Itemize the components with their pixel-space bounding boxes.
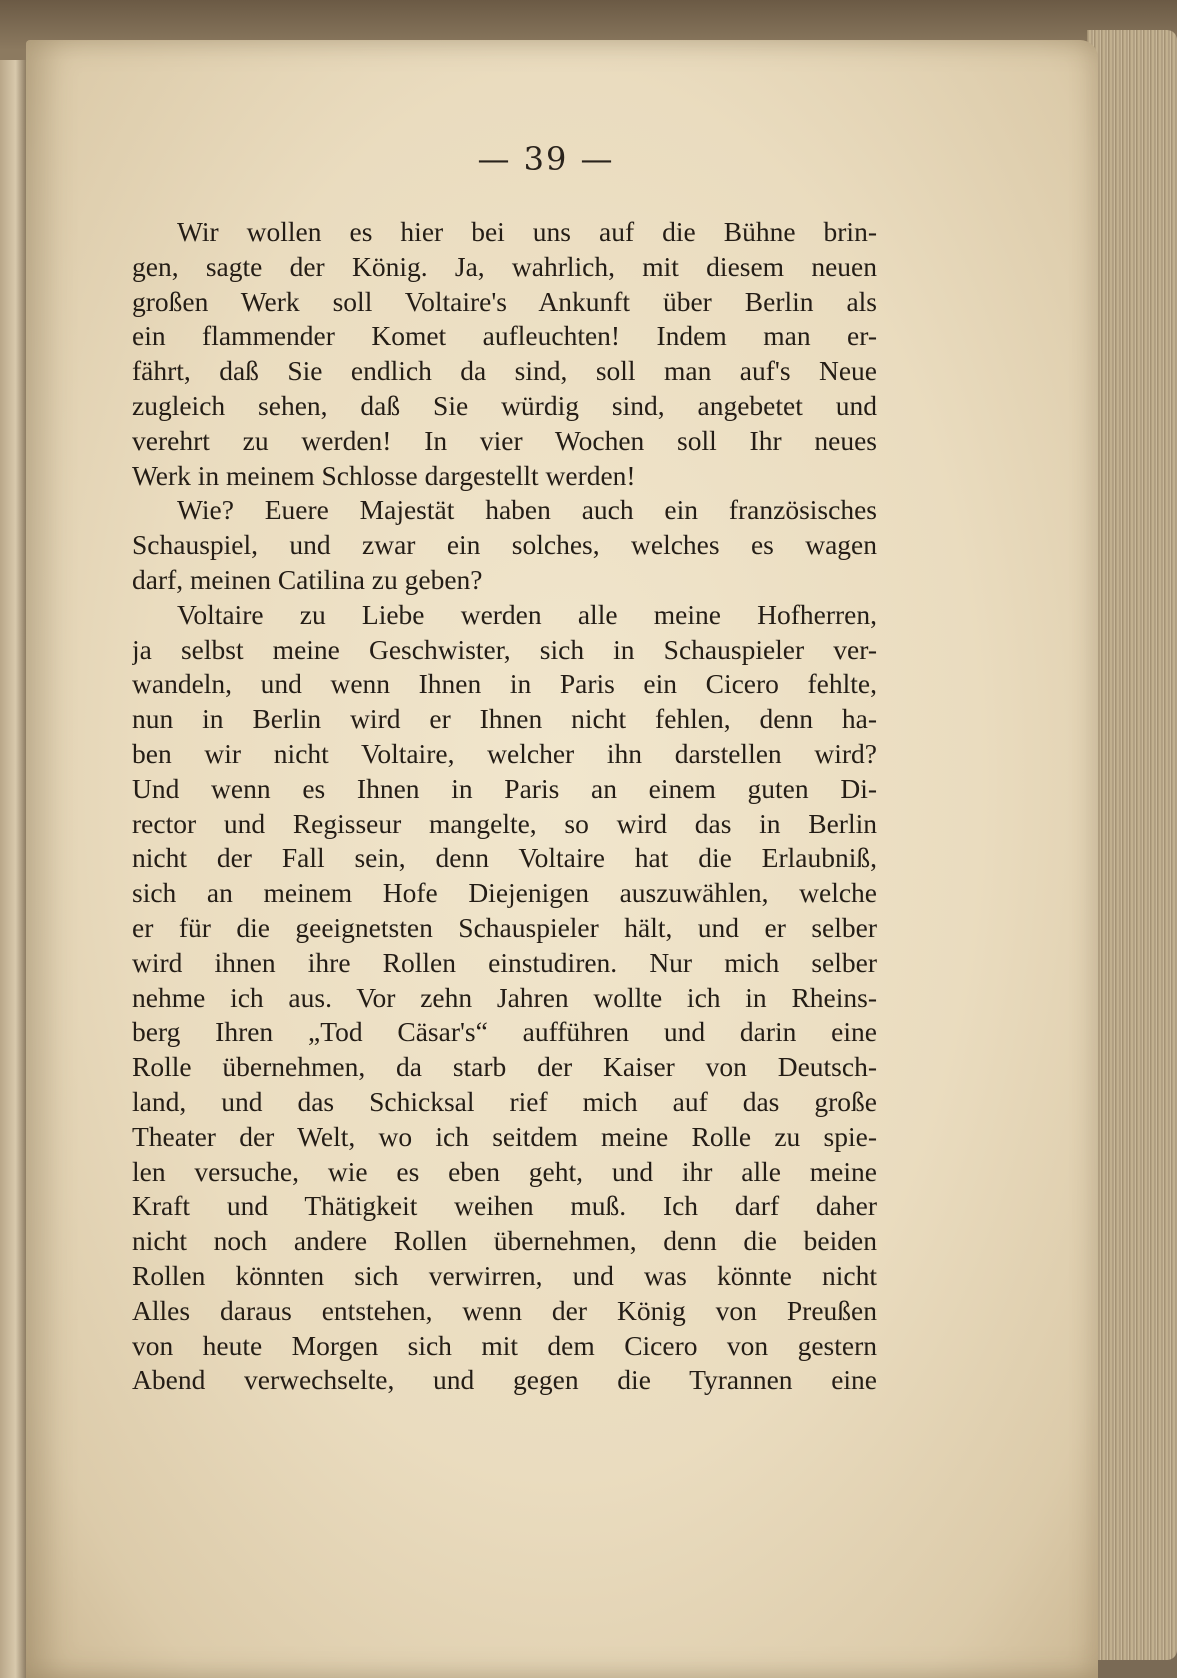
page-stack-edge	[1087, 30, 1177, 1660]
text-line: Rolle übernehmen, da starb der Kaiser von Deutsch-	[132, 1051, 877, 1083]
text-line: Und wenn es Ihnen in Paris an einem guten Di-	[132, 772, 877, 804]
text-line: nicht noch andere Rollen übernehmen, denn die beiden	[132, 1225, 877, 1257]
text-line: Wie? Euere Majestät haben auch ein französisches	[177, 494, 877, 526]
text-line: wird ihnen ihre Rollen einstudiren. Nur mich selber	[132, 946, 877, 978]
text-line: rector und Regisseur mangelte, so wird das in Berlin	[132, 807, 877, 839]
text-line: len versuche, wie es eben geht, und ihr alle meine	[132, 1155, 877, 1187]
text-line: Kraft und Thätigkeit weihen muß. Ich darf daher	[132, 1190, 877, 1222]
text-line: gen, sagte der König. Ja, wahrlich, mit diesem neuen	[132, 250, 877, 282]
text-line: Alles daraus entstehen, wenn der König von Preußen	[132, 1294, 877, 1326]
page-number: — 39 —	[477, 140, 615, 178]
text-line: sich an meinem Hofe Diejenigen auszuwählen, welche	[132, 877, 877, 909]
text-line: darf, meinen Catilina zu geben?	[132, 563, 483, 595]
text-line: berg Ihren „Tod Cäsar's“ aufführen und darin eine	[132, 1016, 877, 1048]
text-line: nicht der Fall sein, denn Voltaire hat die Erlaubniß,	[132, 842, 877, 874]
book-page	[26, 40, 1098, 1678]
text-line: großen Werk soll Voltaire's Ankunft über Berlin als	[132, 285, 877, 317]
text-line: er für die geeignetsten Schauspieler hält, und er selber	[132, 911, 877, 943]
text-line: von heute Morgen sich mit dem Cicero von gestern	[132, 1329, 877, 1361]
text-line: Abend verwechselte, und gegen die Tyrannen eine	[132, 1364, 877, 1396]
text-line: verehrt zu werden! In vier Wochen soll Ihr neues	[132, 424, 877, 456]
text-line: nun in Berlin wird er Ihnen nicht fehlen, denn ha-	[132, 703, 877, 735]
text-line: Werk in meinem Schlosse dargestellt werden!	[132, 459, 636, 491]
text-line: Theater der Welt, wo ich seitdem meine Rolle zu spie-	[132, 1120, 877, 1152]
text-line: fährt, daß Sie endlich da sind, soll man auf's Neue	[132, 355, 877, 387]
text-line: ein flammender Komet aufleuchten! Indem man er-	[132, 320, 877, 352]
text-line: Schauspiel, und zwar ein solches, welches es wagen	[132, 529, 877, 561]
text-line: ja selbst meine Geschwister, sich in Schauspieler ver-	[132, 633, 877, 665]
text-line: zugleich sehen, daß Sie würdig sind, angebetet und	[132, 389, 877, 421]
left-page-edge	[0, 60, 26, 1678]
text-line: wandeln, und wenn Ihnen in Paris ein Cicero fehlte,	[132, 668, 877, 700]
text-line: Rollen könnten sich verwirren, und was könnte nicht	[132, 1259, 877, 1291]
text-line: ben wir nicht Voltaire, welcher ihn darstellen wird?	[132, 737, 877, 769]
text-line: Voltaire zu Liebe werden alle meine Hofherren,	[177, 598, 877, 630]
text-line: Wir wollen es hier bei uns auf die Bühne brin-	[177, 216, 877, 247]
body-text	[132, 215, 877, 1398]
text-line: nehme ich aus. Vor zehn Jahren wollte ich in Rheins-	[132, 981, 877, 1013]
text-line: land, und das Schicksal rief mich auf das große	[132, 1085, 877, 1117]
